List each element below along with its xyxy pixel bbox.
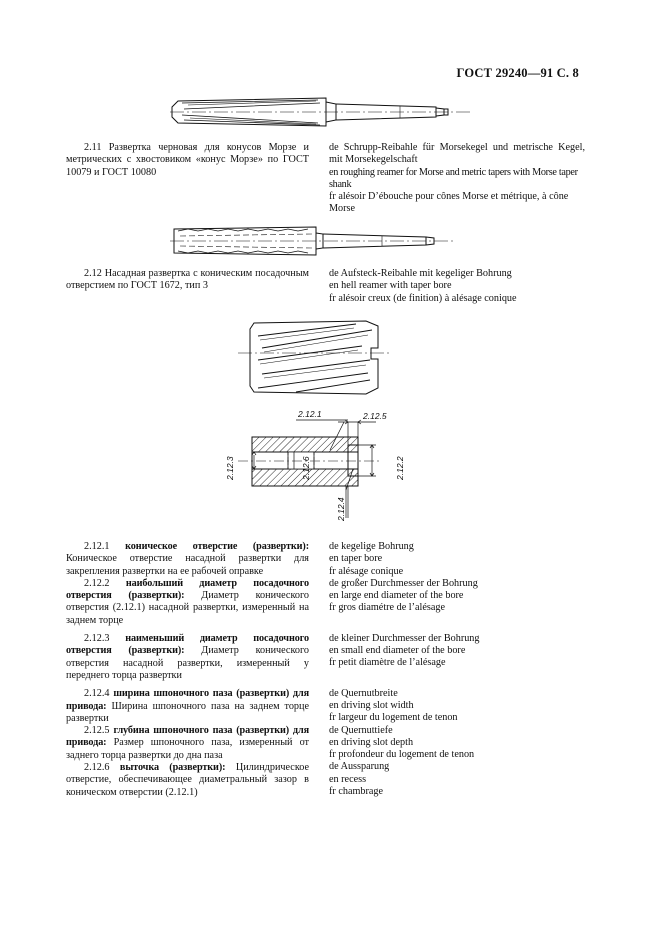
term-title: наименьший диаметр посадочного отверстия (развертки): [66, 633, 309, 657]
section-2-11-translations [329, 142, 585, 216]
term-number: 2.12.5 [84, 725, 110, 737]
term-2-12-3-translations [329, 633, 585, 670]
dim-label-2-12-1: 2.12.1 [298, 409, 322, 419]
term-fr: fr largeur du logement de tenon [329, 712, 458, 724]
term-definition: Ширина шпоночного паза на заднем торце развертки [66, 700, 309, 724]
term-de: de kegelige Bohrung [329, 541, 414, 552]
term-en: en driving slot depth [329, 736, 414, 748]
term-de: de Quernutbreite [329, 687, 398, 699]
roughing-reamer-drawing [168, 90, 478, 135]
term-2-12-1-translations [329, 541, 585, 578]
term-fr: fr chambrage [329, 786, 384, 798]
term-number: 2.12.6 [84, 762, 110, 774]
term-number: 2.12.2 [84, 577, 110, 589]
section-2-11-ru: 2.11 Развертка черновая для конусов Морзе и метрических с хвостовиком «конус Морзе» по ГОСТ 10079 и ГОСТ 10080 [66, 142, 309, 178]
terms-ru-column [66, 541, 309, 799]
term-2-12-5-translations [329, 725, 585, 762]
term-definition: Коническое отверстие насадной развертки для закрепления развертки на ее рабочей оправке [66, 553, 309, 577]
terms-translation-column [329, 541, 585, 798]
term-en: en large end diameter of the bore [329, 590, 464, 602]
term-title: выточка (развертки): [119, 762, 226, 774]
section-2-12-fr: fr alésoir creux (de finition) à alésage conique [329, 292, 517, 304]
term-en: en small end diameter of the bore [329, 645, 466, 657]
term-2-12-4-translations [329, 688, 585, 725]
term-de: de großer Durchmesser der Bohrung [329, 577, 478, 589]
term-de: de Aussparung [329, 761, 390, 773]
term-2-12-4 [66, 688, 309, 725]
term-title: ширина шпоночного паза (развертки) для привода: [66, 688, 309, 712]
term-number: 2.12.1 [84, 541, 110, 552]
term-title: наибольший диаметр посадочного отверстия (развертки): [66, 577, 310, 602]
dim-label-2-12-6: 2.12.6 [301, 456, 311, 480]
section-2-12-ru: 2.12 Насадная развертка с коническим посадочным отверстием по ГОСТ 1672, тип 3 [66, 268, 309, 292]
term-number: 2.12.4 [84, 688, 110, 700]
section-2-11-fr: fr alésoir D’ébouche pour cônes Morse et métrique, à cône Morse [329, 191, 569, 215]
section-2-11-de: de Schrupp-Reibahle für Morsekegel und metrische Kegel, mit Morsekegelschaft [329, 142, 585, 166]
term-title: коническое отверстие (развертки): [125, 541, 309, 552]
dim-label-2-12-4: 2.12.4 [336, 497, 346, 521]
dim-label-2-12-3: 2.12.3 [225, 456, 235, 480]
section-2-11-en: en roughing reamer for Morse and metric tapers with Morse taper shank [329, 166, 578, 190]
term-en: en recess [329, 773, 367, 785]
term-fr: fr profondeur du logement de tenon [329, 749, 475, 761]
page-header: ГОСТ 29240—91 С. 8 [456, 66, 579, 80]
term-2-12-2-translations [329, 578, 585, 615]
section-2-12-translations [329, 268, 585, 305]
term-fr: fr gros diamétre de l’alésage [329, 602, 445, 614]
term-2-12-6-translations [329, 761, 585, 798]
term-fr: fr alésage conique [329, 565, 404, 577]
dim-label-2-12-2: 2.12.2 [395, 456, 405, 480]
term-2-12-2 [66, 578, 309, 627]
term-definition: Диаметр конического отверстия насадной развертки, измеренный у переднего торца развертки [66, 645, 309, 681]
shell-reamer-side-view [236, 318, 396, 398]
term-definition: Размер шпоночного паза, измеренный от заднего торца развертки до дна паза [66, 737, 309, 761]
term-fr: fr petit diamètre de l’alésage [329, 657, 446, 669]
term-2-12-5 [66, 725, 309, 762]
dim-label-2-12-5: 2.12.5 [363, 411, 387, 421]
term-definition: Диаметр конического отверстия (2.12.1) насадной развертки, измеренный на заднем торце [66, 590, 309, 626]
term-number: 2.12.3 [84, 633, 110, 645]
section-2-12-de: de Aufsteck-Reibahle mit kegeliger Bohrung [329, 268, 512, 279]
section-2-12-en: en hell reamer with taper bore [329, 280, 452, 292]
term-de: de kleiner Durchmesser der Bohrung [329, 632, 480, 644]
term-de: de Quernuttiefe [329, 724, 393, 736]
term-definition: Цилиндрическое отверстие, обеспечивающее диаметральный зазор в коническом отверстии (2.12.1) [66, 762, 309, 798]
shell-reamer-section-view [218, 400, 418, 522]
term-en: en driving slot width [329, 699, 414, 711]
term-en: en taper bore [329, 553, 383, 565]
term-title: глубина шпоночного паза (развертки) для привода: [66, 725, 310, 749]
term-2-12-6 [66, 762, 309, 799]
finishing-reamer-drawing [168, 222, 458, 260]
term-2-12-3 [66, 633, 309, 682]
term-2-12-1 [66, 541, 309, 578]
